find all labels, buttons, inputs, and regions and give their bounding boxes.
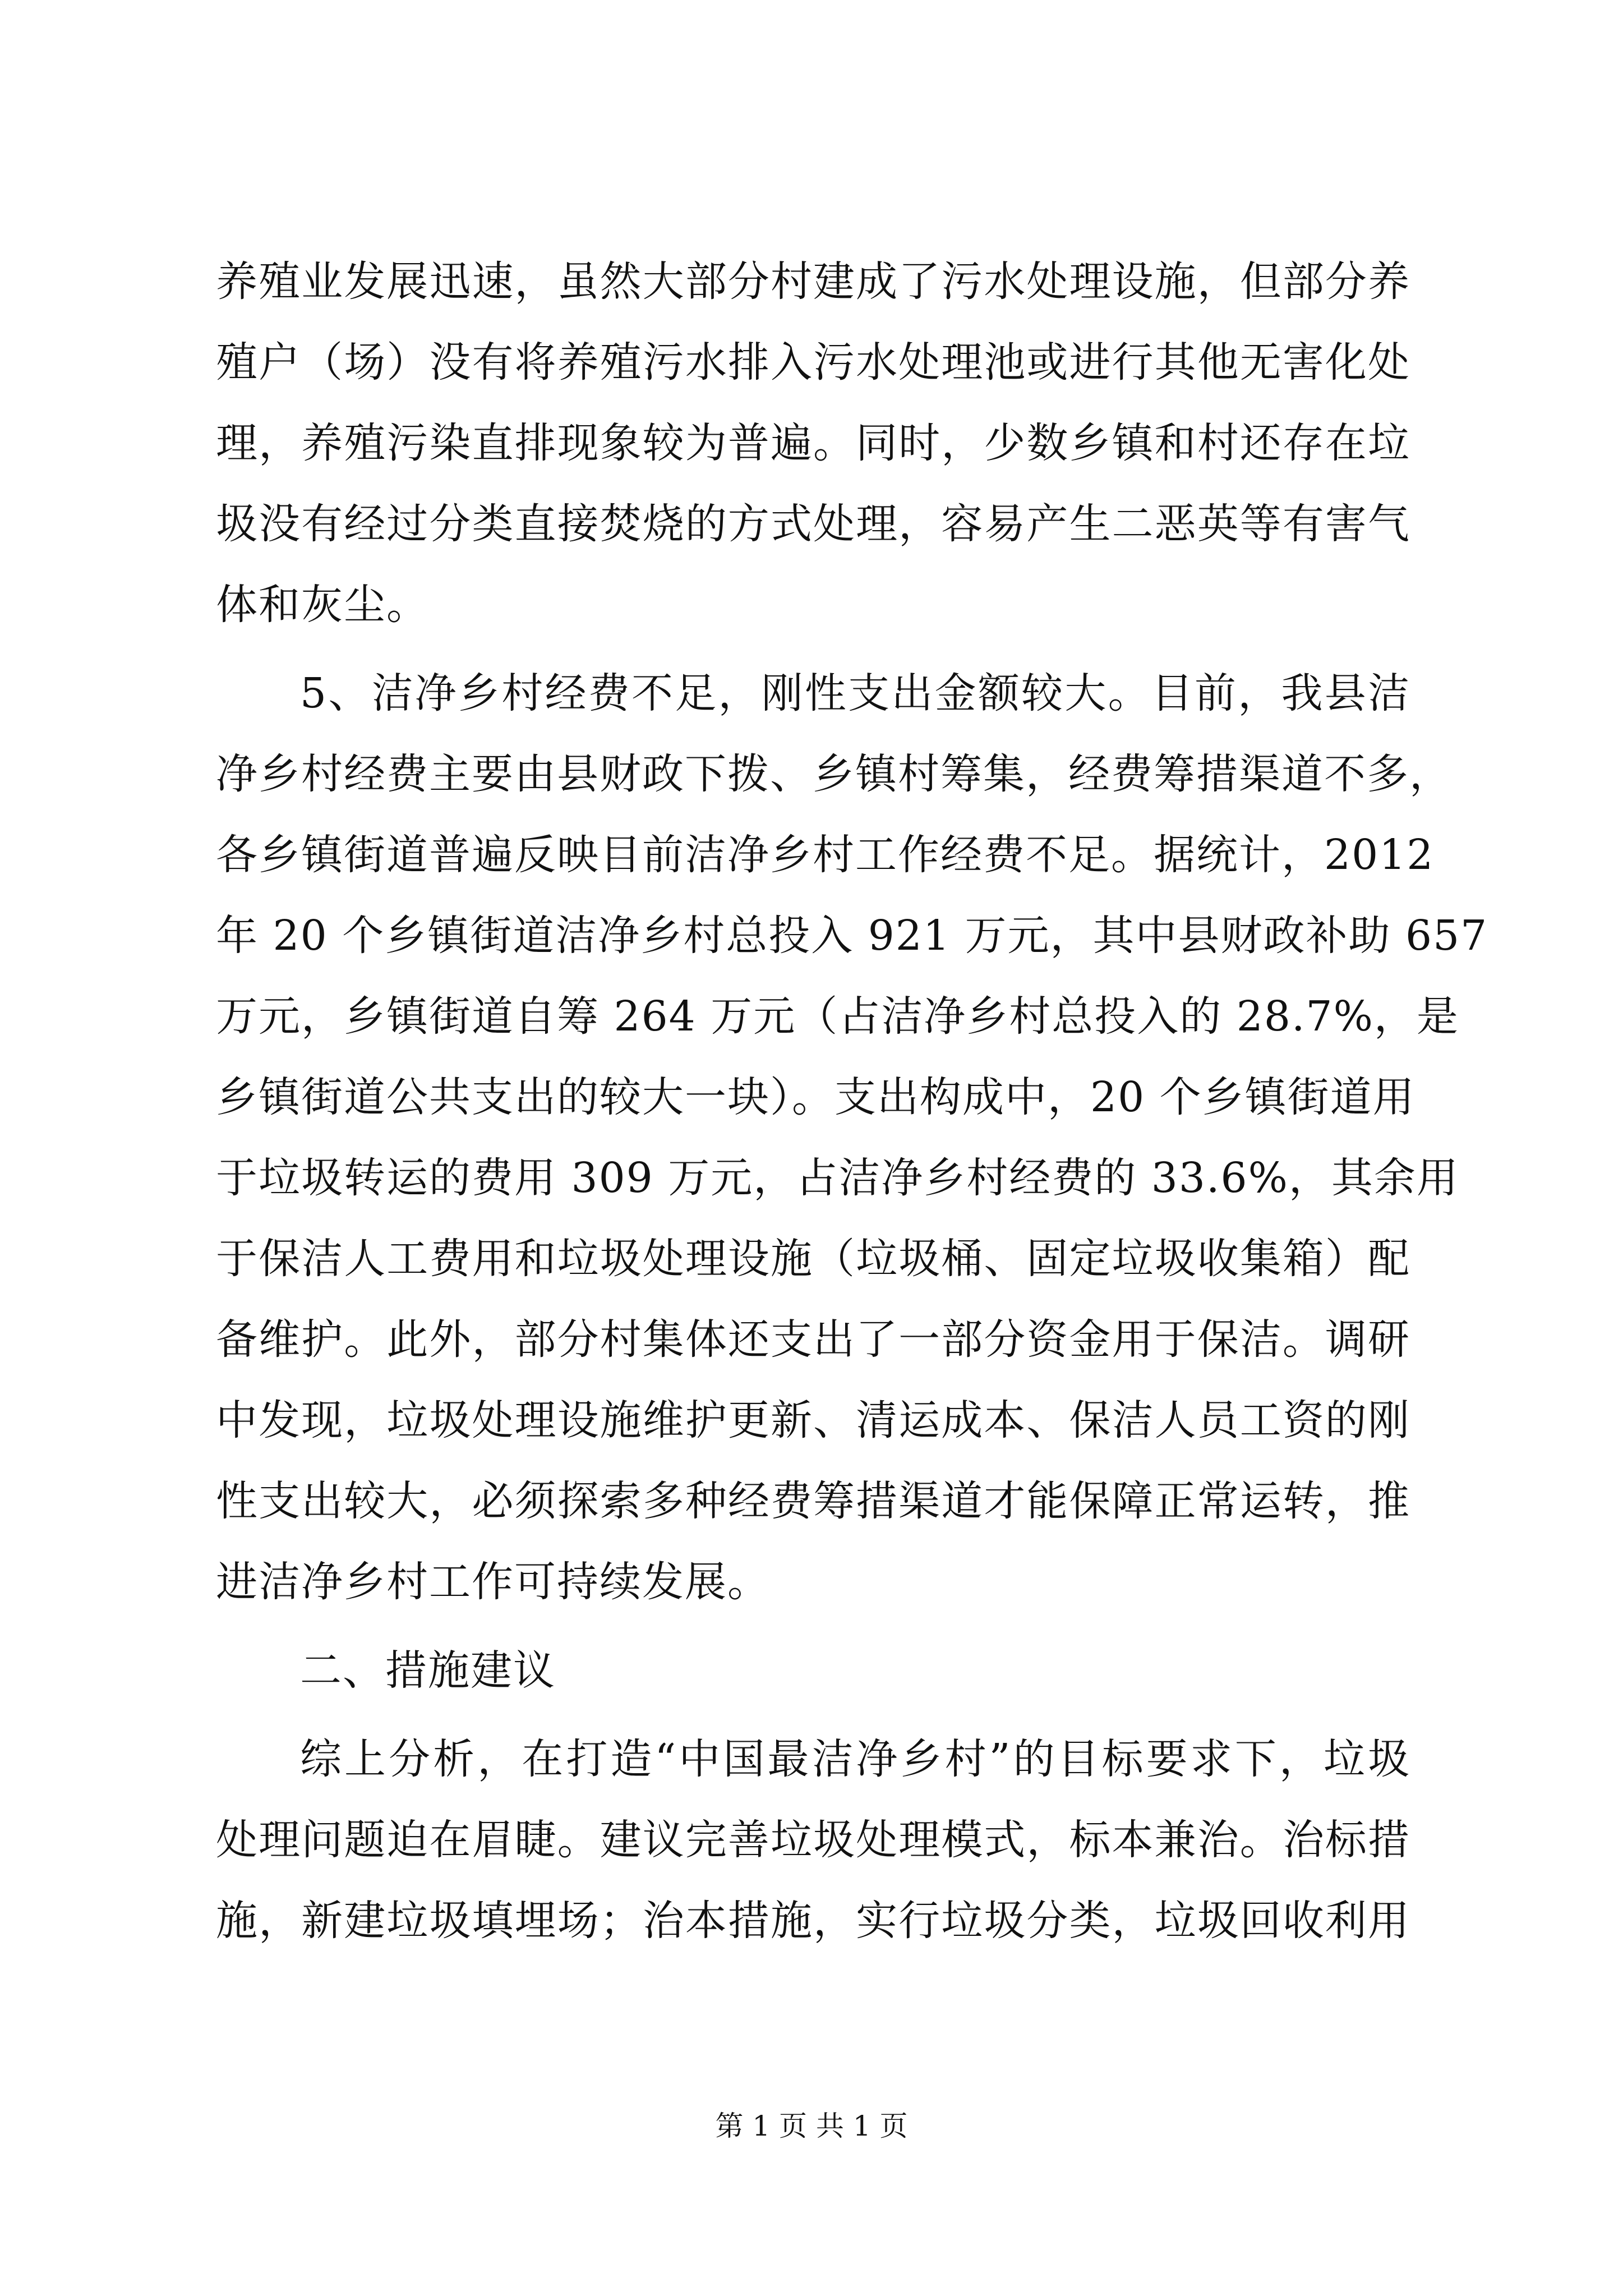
section-heading: 二、措施建议: [300, 1646, 556, 1695]
text-line: 殖户（场）没有将养殖污水排入污水处理池或进行其他无害化处: [216, 338, 1410, 386]
text-line: 圾没有经过分类直接焚烧的方式处理，容易产生二恶英等有害气: [216, 500, 1410, 548]
text-line: 理，养殖污染直排现象较为普遍。同时，少数乡镇和村还存在垃: [216, 419, 1410, 467]
text-line: 万元，乡镇街道自筹 264 万元（占洁净乡村总投入的 28.7%，是: [216, 992, 1459, 1041]
text-line: 中发现，垃圾处理设施维护更新、清运成本、保洁人员工资的刚: [216, 1396, 1410, 1444]
text-line: 年 20 个乡镇街道洁净乡村总投入 921 万元，其中县财政补助 657: [216, 912, 1488, 960]
text-line: 备维护。此外，部分村集体还支出了一部分资金用于保洁。调研: [216, 1315, 1410, 1364]
text-line: 净乡村经费主要由县财政下拨、乡镇村筹集，经费筹措渠道不多，: [216, 750, 1452, 798]
page-footer: 第 1 页 共 1 页: [715, 2110, 908, 2142]
text-line: 性支出较大，必须探索多种经费筹措渠道才能保障正常运转，推: [216, 1477, 1410, 1525]
paragraph-start-line: 综上分析，在打造“中国最洁净乡村”的目标要求下，垃圾: [300, 1735, 1410, 1783]
text-line: 养殖业发展迅速，虽然大部分村建成了污水处理设施，但部分养: [216, 257, 1410, 306]
text-line: 体和灰尘。: [216, 581, 429, 629]
text-line: 施，新建垃圾填埋场；治本措施，实行垃圾分类，垃圾回收利用: [216, 1897, 1410, 1945]
text-line: 于保洁人工费用和垃圾处理设施（垃圾桶、固定垃圾收集箱）配: [216, 1235, 1410, 1283]
paragraph-start-line: 5、洁净乡村经费不足，刚性支出金额较大。目前，我县洁: [300, 669, 1410, 717]
body-text: [216, 241, 1488, 1961]
text-line: 于垃圾转运的费用 309 万元，占洁净乡村经费的 33.6%，其余用: [216, 1154, 1459, 1202]
text-line: 乡镇街道公共支出的较大一块）。支出构成中，20 个乡镇街道用: [216, 1073, 1415, 1121]
text-line: 进洁净乡村工作可持续发展。: [216, 1558, 770, 1606]
text-line: 各乡镇街道普遍反映目前洁净乡村工作经费不足。据统计，2012: [216, 831, 1435, 879]
text-line: 处理问题迫在眉睫。建议完善垃圾处理模式，标本兼治。治标措: [216, 1816, 1410, 1864]
